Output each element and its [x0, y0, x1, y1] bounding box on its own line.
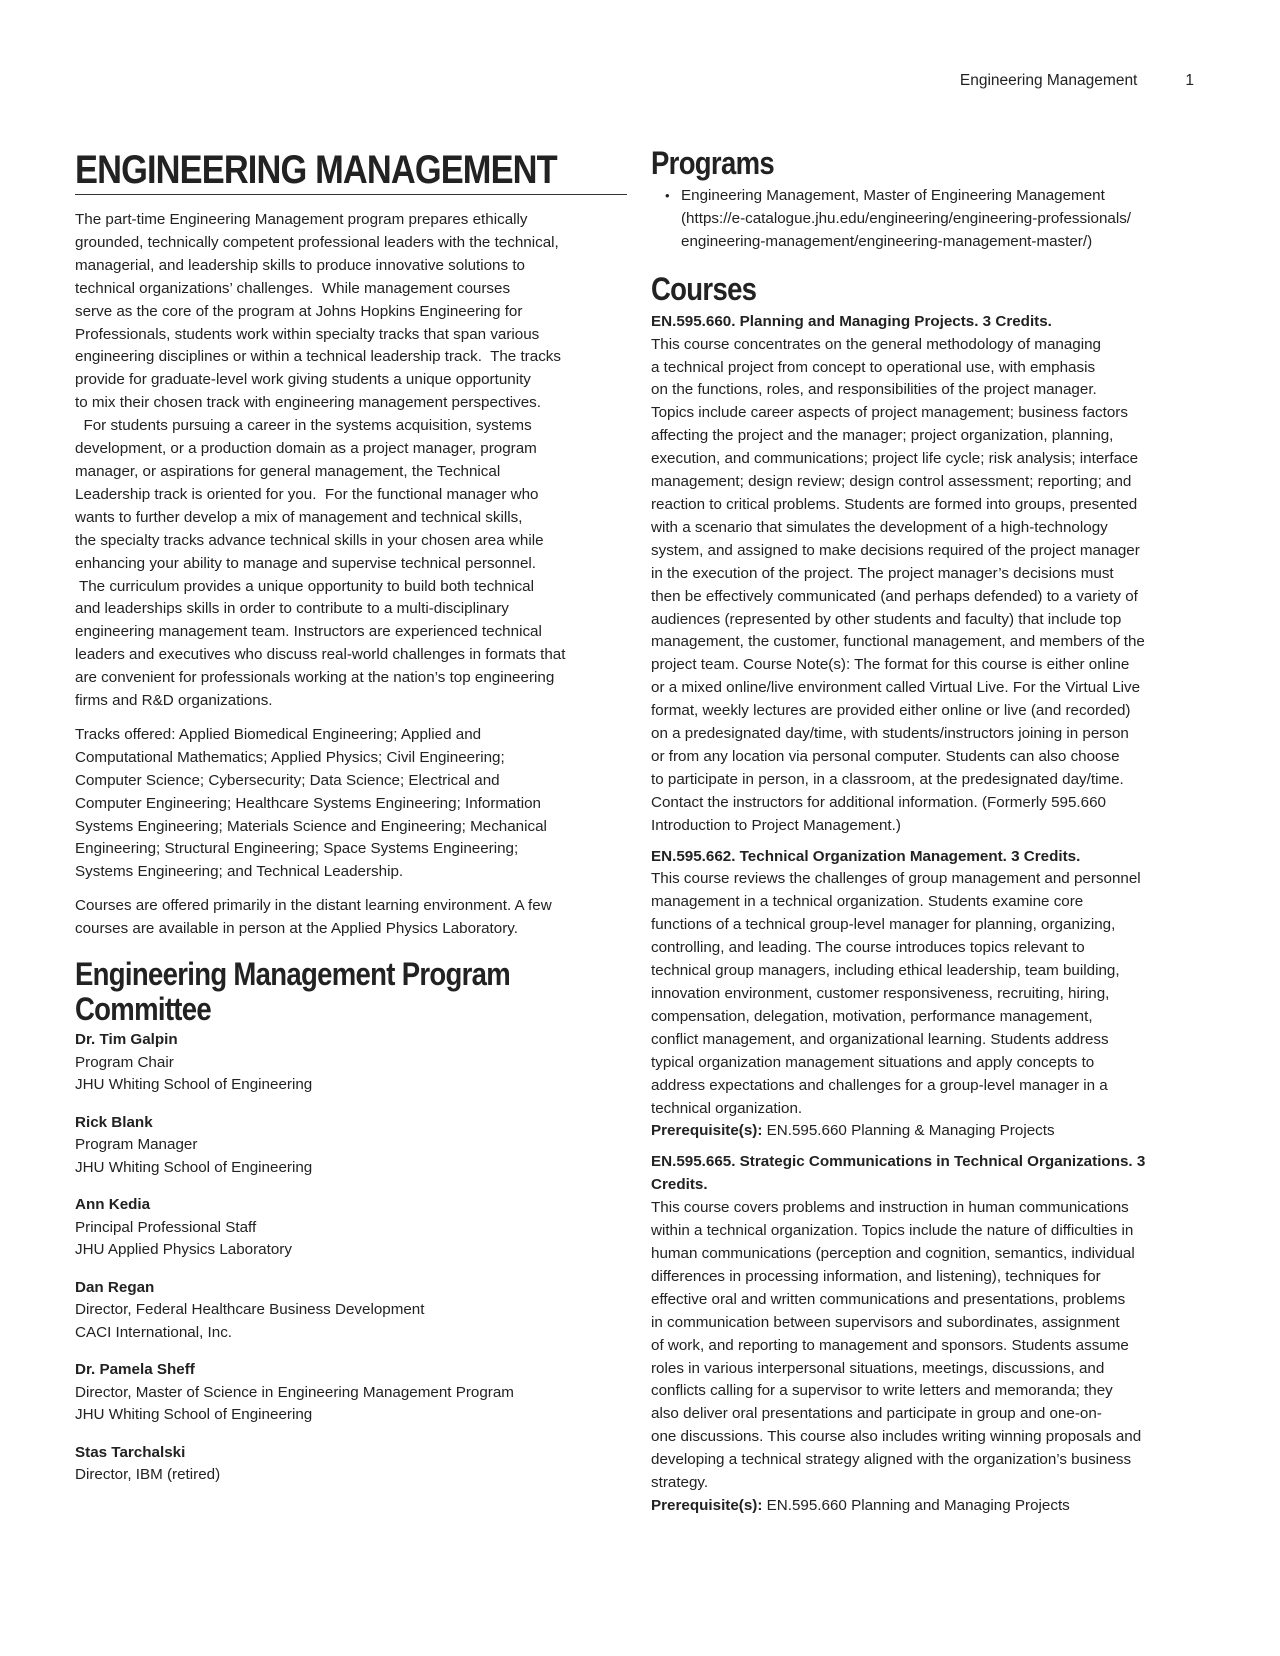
intro-line: and leaderships skills in order to contribute to a multi-disciplinary: [75, 600, 509, 618]
member-name: Stas Tarchalski: [75, 1443, 186, 1461]
course-description-line: management; design review; design control assessment; reporting; and: [651, 473, 1132, 491]
course-description-line: address expectations and challenges for a group-level manager in a: [651, 1076, 1108, 1094]
course-description-line: This course covers problems and instruction in human communications: [651, 1199, 1129, 1217]
course-description-line: a technical project from concept to operational use, with emphasis: [651, 358, 1096, 376]
course-description-line: controlling, and leading. The course introduces topics relevant to: [651, 939, 1085, 957]
course-description-line: in the execution of the project. The project manager’s decisions must: [651, 564, 1114, 582]
prerequisite-text: EN.595.660 Planning & Managing Projects: [762, 1122, 1055, 1140]
intro-line: Professionals, students work within specialty tracks that span various: [75, 325, 540, 343]
left-column: [75, 146, 627, 1502]
intro-line: manager, or aspirations for general management, the Technical: [75, 462, 501, 480]
course-description-line: compensation, delegation, motivation, performance management,: [651, 1007, 1093, 1025]
course-description-line: one discussions. This course also includes writing winning proposals and: [651, 1428, 1142, 1446]
intro-line: wants to further develop a mix of management and technical skills,: [75, 508, 523, 526]
course-description-line: roles in various interpersonal situations, meetings, discussions, and: [651, 1359, 1105, 1377]
course-description-line: or from any location via personal computer. Students can also choose: [651, 747, 1120, 765]
delivery-paragraph: [75, 895, 627, 941]
course-description-line: also deliver oral presentations and participate in group and one-on-: [651, 1405, 1102, 1423]
bullet-icon: •: [665, 188, 670, 203]
tracks-line: Systems Engineering; Materials Science and Engineering; Mechanical: [75, 817, 547, 835]
course-description-line: affecting the project and the manager; project organization, planning,: [651, 427, 1114, 445]
delivery-line: Courses are offered primarily in the distant learning environment. A few: [75, 897, 552, 915]
course-title: EN.595.662. Technical Organization Management. 3 Credits.: [651, 847, 1081, 865]
member-name: Dr. Tim Galpin: [75, 1031, 178, 1049]
delivery-line: courses are available in person at the Applied Physics Laboratory.: [75, 920, 518, 938]
course-description-line: within a technical organization. Topics include the nature of difficulties in: [651, 1222, 1134, 1240]
member-detail: Principal Professional Staff: [75, 1218, 257, 1236]
tracks-paragraph: [75, 724, 627, 884]
intro-line: managerial, and leadership skills to produce innovative solutions to: [75, 256, 525, 274]
committee-heading: [75, 957, 550, 1027]
course-description-line: system, and assigned to make decisions required of the project manager: [651, 541, 1140, 559]
intro-line: the specialty tracks advance technical skills in your chosen area while: [75, 531, 544, 549]
committee-list: [75, 1029, 627, 1487]
course-description-line: This course concentrates on the general methodology of managing: [651, 335, 1101, 353]
member-detail: Program Manager: [75, 1136, 198, 1154]
intro-line: leaders and executives who discuss real-world challenges in formats that: [75, 646, 566, 664]
member-detail: CACI International, Inc.: [75, 1323, 233, 1341]
tracks-line: Systems Engineering; and Technical Leadership.: [75, 863, 404, 881]
programs-list: [651, 185, 1211, 254]
intro-line: firms and R&D organizations.: [75, 692, 273, 710]
course-description-line: reaction to critical problems. Students are formed into groups, presented: [651, 495, 1138, 513]
committee-member: [75, 1359, 627, 1427]
course-description-line: functions of a technical group-level manager for planning, organizing,: [651, 916, 1116, 934]
intro-line: enhancing your ability to manage and supervise technical personnel.: [75, 554, 536, 572]
intro-line: engineering management team. Instructors are experienced technical: [75, 623, 542, 641]
intro-line: to mix their chosen track with engineering management perspectives.: [75, 394, 541, 412]
course-description-line: innovation environment, customer responsiveness, recruiting, hiring,: [651, 985, 1110, 1002]
intro-line: For students pursuing a career in the systems acquisition, systems: [75, 417, 532, 435]
course-description-line: Topics include career aspects of project management; business factors: [651, 404, 1128, 422]
course-description-line: typical organization management situations and apply concepts to: [651, 1053, 1095, 1071]
running-head: [960, 72, 1194, 90]
course-description-line: developing a technical strategy aligned with the organization’s business: [651, 1451, 1132, 1469]
course-description-line: technical group managers, including ethical leadership, team building,: [651, 962, 1120, 980]
page-number: 1: [1185, 72, 1194, 89]
prerequisite-label: Prerequisite(s):: [651, 1496, 763, 1514]
tracks-line: Engineering; Structural Engineering; Space Systems Engineering;: [75, 840, 519, 858]
course-description-line: format, weekly lectures are provided either online or live (and recorded): [651, 702, 1131, 720]
program-item-line: Engineering Management, Master of Engineering Management: [681, 187, 1105, 204]
course-description-line: conflict management, and organizational learning. Students address: [651, 1030, 1109, 1048]
intro-line: The curriculum provides a unique opportunity to build both technical: [75, 577, 534, 595]
right-column: [651, 146, 1211, 1526]
title-divider: [75, 194, 627, 195]
course-title: EN.595.665. Strategic Communications in Technical Organizations. 3: [651, 1153, 1146, 1171]
intro-line: development, or a production domain as a project manager, program: [75, 440, 537, 458]
course-description-line: with a scenario that simulates the development of a high-technology: [651, 518, 1108, 536]
member-detail: Director, Master of Science in Engineering Management Program: [75, 1383, 514, 1401]
course-description-line: audiences (represented by other students and faculty) that include top: [651, 610, 1122, 628]
intro-paragraph: [75, 209, 627, 713]
member-detail: JHU Whiting School of Engineering: [75, 1158, 313, 1176]
programs-heading: Programs: [651, 145, 774, 181]
tracks-line: Tracks offered: Applied Biomedical Engineering; Applied and: [75, 725, 482, 743]
course-entry: [651, 846, 1211, 1144]
committee-member: [75, 1194, 627, 1262]
intro-line: The part-time Engineering Management program prepares ethically: [75, 211, 528, 228]
course-description-line: strategy.: [651, 1474, 709, 1492]
committee-member: [75, 1442, 627, 1487]
course-description-line: to participate in person, in a classroom, at the predesignated day/time.: [651, 770, 1124, 788]
course-description-line: project team. Course Note(s): The format for this course is either online: [651, 656, 1130, 674]
course-description-line: Introduction to Project Management.): [651, 816, 901, 834]
running-head-section: Engineering Management: [959, 72, 1138, 89]
intro-line: are convenient for professionals working at the nation’s top engineering: [75, 669, 555, 687]
member-name: Rick Blank: [75, 1113, 153, 1131]
courses-heading: Courses: [651, 270, 757, 307]
course-description-line: differences in processing information, and listening), techniques for: [651, 1267, 1101, 1285]
page-title: ENGINEERING MANAGEMENT: [75, 148, 557, 192]
program-item-line: engineering-management/engineering-management-master/): [681, 232, 1093, 250]
course-description-line: then be effectively communicated (and perhaps defended) to a variety of: [651, 587, 1138, 605]
intro-line: engineering disciplines or within a technical leadership track. The tracks: [75, 348, 561, 366]
member-detail: JHU Whiting School of Engineering: [75, 1406, 313, 1424]
committee-member: [75, 1277, 627, 1345]
member-name: Dan Regan: [75, 1278, 155, 1296]
course-description-line: in communication between supervisors and subordinates, assignment: [651, 1313, 1120, 1331]
course-description-line: on the functions, roles, and responsibilities of the project manager.: [651, 381, 1097, 399]
intro-line: grounded, technically competent professional leaders with the technical,: [75, 233, 559, 251]
course-title: Credits.: [651, 1176, 708, 1194]
course-prerequisite: [651, 1495, 1211, 1518]
committee-heading-line-2: Committee: [75, 991, 212, 1028]
program-item-line: (https://e-catalogue.jhu.edu/engineering/engineering-professionals/: [681, 209, 1132, 227]
intro-line: serve as the core of the program at Johns Hopkins Engineering for: [75, 302, 523, 320]
course-description-line: conflicts calling for a supervisor to write letters and memoranda; they: [651, 1382, 1113, 1400]
intro-line: Leadership track is oriented for you. For the functional manager who: [75, 485, 539, 503]
course-description-line: or a mixed online/live environment called Virtual Live. For the Virtual Live: [651, 679, 1141, 697]
member-name: Ann Kedia: [75, 1196, 151, 1214]
course-description-line: management, the customer, functional management, and members of the: [651, 633, 1145, 651]
intro-line: technical organizations’ challenges. While management courses: [75, 279, 511, 297]
member-detail: Director, Federal Healthcare Business Development: [75, 1301, 425, 1319]
member-detail: Director, IBM (retired): [75, 1466, 221, 1484]
committee-heading-line-1: Engineering Management Program: [75, 956, 511, 993]
course-entry: [651, 1151, 1211, 1518]
tracks-line: Computer Engineering; Healthcare Systems Engineering; Information: [75, 794, 541, 812]
program-item: [651, 185, 1211, 254]
prerequisite-label: Prerequisite(s):: [651, 1122, 763, 1140]
course-entry: [651, 311, 1211, 838]
intro-line: provide for graduate-level work giving students a unique opportunity: [75, 371, 531, 389]
member-detail: JHU Applied Physics Laboratory: [75, 1241, 292, 1259]
course-prerequisite: [651, 1120, 1211, 1143]
tracks-line: Computational Mathematics; Applied Physics; Civil Engineering;: [75, 748, 505, 766]
course-description-line: Contact the instructors for additional information. (Formerly 595.660: [651, 793, 1106, 811]
committee-member: [75, 1112, 627, 1180]
course-title: EN.595.660. Planning and Managing Projects. 3 Credits.: [651, 312, 1052, 330]
tracks-line: Computer Science; Cybersecurity; Data Science; Electrical and: [75, 771, 500, 789]
course-description-line: management in a technical organization. Students examine core: [651, 893, 1084, 911]
course-description-line: technical organization.: [651, 1099, 803, 1117]
member-detail: Program Chair: [75, 1053, 174, 1071]
member-name: Dr. Pamela Sheff: [75, 1361, 195, 1379]
course-description-line: on a predesignated day/time, with students/instructors joining in person: [651, 725, 1129, 743]
member-detail: JHU Whiting School of Engineering: [75, 1076, 313, 1094]
courses-list: [651, 311, 1211, 1518]
course-description-line: human communications (perception and cognition, semantics, individual: [651, 1244, 1135, 1262]
committee-member: [75, 1029, 627, 1097]
course-description-line: of work, and reporting to management and sponsors. Students assume: [651, 1336, 1129, 1354]
prerequisite-text: EN.595.660 Planning and Managing Projects: [762, 1496, 1070, 1514]
course-description-line: execution, and communications; project life cycle; risk analysis; interface: [651, 450, 1139, 468]
course-description-line: This course reviews the challenges of group management and personnel: [651, 870, 1141, 888]
course-description-line: effective oral and written communications and presentations, problems: [651, 1290, 1126, 1308]
